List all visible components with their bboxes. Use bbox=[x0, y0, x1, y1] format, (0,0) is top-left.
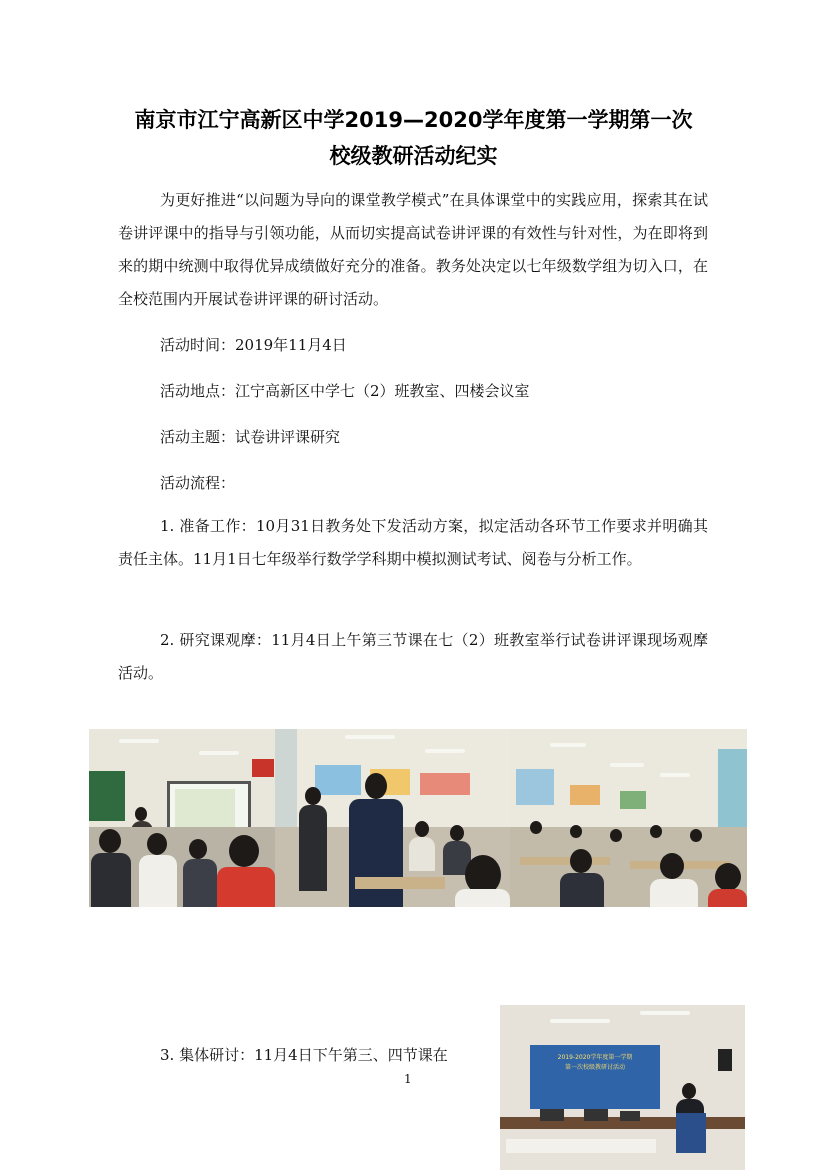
meeting-room-photo bbox=[500, 1005, 745, 1170]
page-number: 1 bbox=[404, 1072, 412, 1086]
activity-place: 活动地点：江宁高新区中学七（2）班教室、四楼会议室 bbox=[160, 382, 530, 400]
step-1-preparation: 1. 准备工作：10月31日教务处下发活动方案，拟定活动各环节工作要求并明确其责任主体。11月1日七年级举行数学学科期中模拟测试考试、阅卷与分析工作。 bbox=[118, 517, 708, 568]
activity-time: 活动时间：2019年11月4日 bbox=[160, 336, 347, 354]
activity-theme: 活动主题：试卷讲评课研究 bbox=[160, 428, 341, 446]
step-3-discussion: 3. 集体研讨：11月4日下午第三、四节课在 bbox=[160, 1046, 448, 1064]
step-2-observation: 2. 研究课观摩：11月4日上午第三节课在七（2）班教室举行试卷讲评课现场观摩活动。 bbox=[118, 631, 708, 682]
classroom-photo-2 bbox=[275, 729, 510, 907]
classroom-photo-3 bbox=[510, 729, 747, 907]
document-title-line1: 南京市江宁高新区中学2019—2020学年度第一学期第一次 bbox=[134, 108, 693, 132]
document-title-line2: 校级教研活动纪实 bbox=[329, 144, 498, 168]
intro-paragraph: 为更好推进“以问题为导向的课堂教学模式”在具体课堂中的实践应用，探索其在试卷讲评课中的指导与引领功能，从而切实提高试卷讲评课的有效性与针对性，为在即将到来的期中统测中取得优异成绩做好充分的准备。教务处决定以七年级数学组为切入口，在全校范围内开展试卷讲评课的研讨活动。 bbox=[118, 191, 708, 308]
activity-process-heading: 活动流程： bbox=[160, 474, 236, 492]
classroom-photo-1 bbox=[89, 729, 275, 907]
projection-screen-text: 2019-2020学年度第一学期 第一次校级教研讨活动 bbox=[557, 1054, 633, 1071]
